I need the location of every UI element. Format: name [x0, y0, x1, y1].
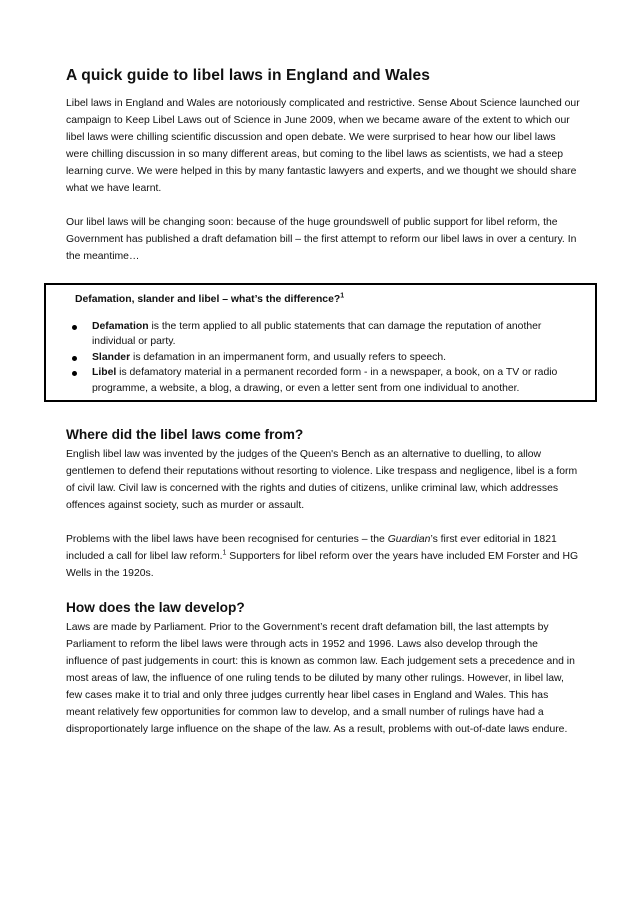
- page-title: A quick guide to libel laws in England and Wales: [66, 67, 431, 84]
- definition-term: Slander: [92, 351, 131, 363]
- definition-term: Libel: [92, 367, 117, 379]
- origin-text-a: Problems with the libel laws have been recognised for centuries – the: [66, 534, 388, 545]
- footnote-marker: 1: [222, 549, 227, 557]
- develop-paragraph: Laws are made by Parliament. Prior to the Government’s recent draft defamation bill, the last attempts by Parliament to reform the libel laws were through acts in 1952 and 1996. Laws also develop through the influence of past judgements in court: this is known as common law. Each judgement sets a precedence and in most areas of law, the influence of one ruling tends to be diluted by many other rulings. However, in libel law, few cases make it to trial and only three judges currently hear libel cases in England and Wales. This has meant relatively few opportunities for common law to develop, and a small number of rulings have had a disproportionately large influence on the shape of the law. As a result, problems with out-of-date laws endure.: [66, 622, 575, 735]
- definition-term: Defamation: [92, 321, 149, 332]
- definition-text: is defamation in an impermanent form, and usually refers to speech.: [130, 351, 447, 363]
- list-item: [66, 350, 586, 365]
- section-heading-develop: How does the law develop?: [66, 600, 245, 615]
- definitions-box-title-text: Defamation, slander and libel – what’s the difference?: [75, 294, 341, 305]
- definition-text: is defamatory material in a permanent recorded form - in a newspaper, a book, on a TV or radio programme, a website, a blog, a drawing, or even a letter sent from one individual to another.: [92, 367, 558, 394]
- bullet-icon: [72, 325, 77, 330]
- section-heading-origin: Where did the libel laws come from?: [66, 427, 304, 442]
- bullet-icon: [72, 371, 77, 376]
- intro-section: [66, 66, 580, 282]
- bullet-icon: [72, 356, 77, 361]
- definitions-box: [44, 283, 597, 402]
- body-sections: [66, 426, 580, 738]
- definitions-box-title: [75, 293, 344, 307]
- definitions-list: [66, 319, 586, 396]
- guardian-text: Guardian: [387, 534, 431, 545]
- list-item: [66, 319, 586, 350]
- intro-paragraph-2: Our libel laws will be changing soon: because of the huge groundswell of public support for libel reform, the Government has published a draft defamation bill – the first attempt to reform our libel laws in over a century. In the meantime…: [66, 217, 577, 262]
- origin-text-c: Supporters for libel reform over the years have included EM Forster and HG Wells in the 1920s.: [66, 551, 579, 579]
- list-item: [66, 365, 586, 396]
- origin-text-b: ’s first ever editorial in 1821 included a call for libel law reform.: [66, 534, 557, 562]
- origin-paragraph-2: [66, 531, 580, 582]
- footnote-marker: 1: [340, 292, 345, 300]
- intro-paragraph-1: Libel laws in England and Wales are notoriously complicated and restrictive. Sense About Science launched our campaign to Keep Libel Laws out of Science in June 2009, when we became aware of the extent to which our libel laws were chilling scientific discussion and open debate. We were surprised to hear how our libel laws were chilling discussion in so many different areas, but coming to the libel laws as scientists, we had a steep learning curve. We were helped in this by many fantastic lawyers and experts, and we thought we should share what we have learnt.: [66, 98, 580, 194]
- definition-text: is the term applied to all public statements that can damage the reputation of another individual or party.: [92, 321, 542, 348]
- origin-paragraph-1: English libel law was invented by the judges of the Queen's Bench as an alternative to duelling, to allow gentlemen to defend their reputations without resorting to violence. Like trespass and negligence, libel is a form of civil law. Civil law is concerned with the rights and duties of citizens, unlike criminal law, which addresses offences against society, such as murder or assault.: [66, 449, 578, 511]
